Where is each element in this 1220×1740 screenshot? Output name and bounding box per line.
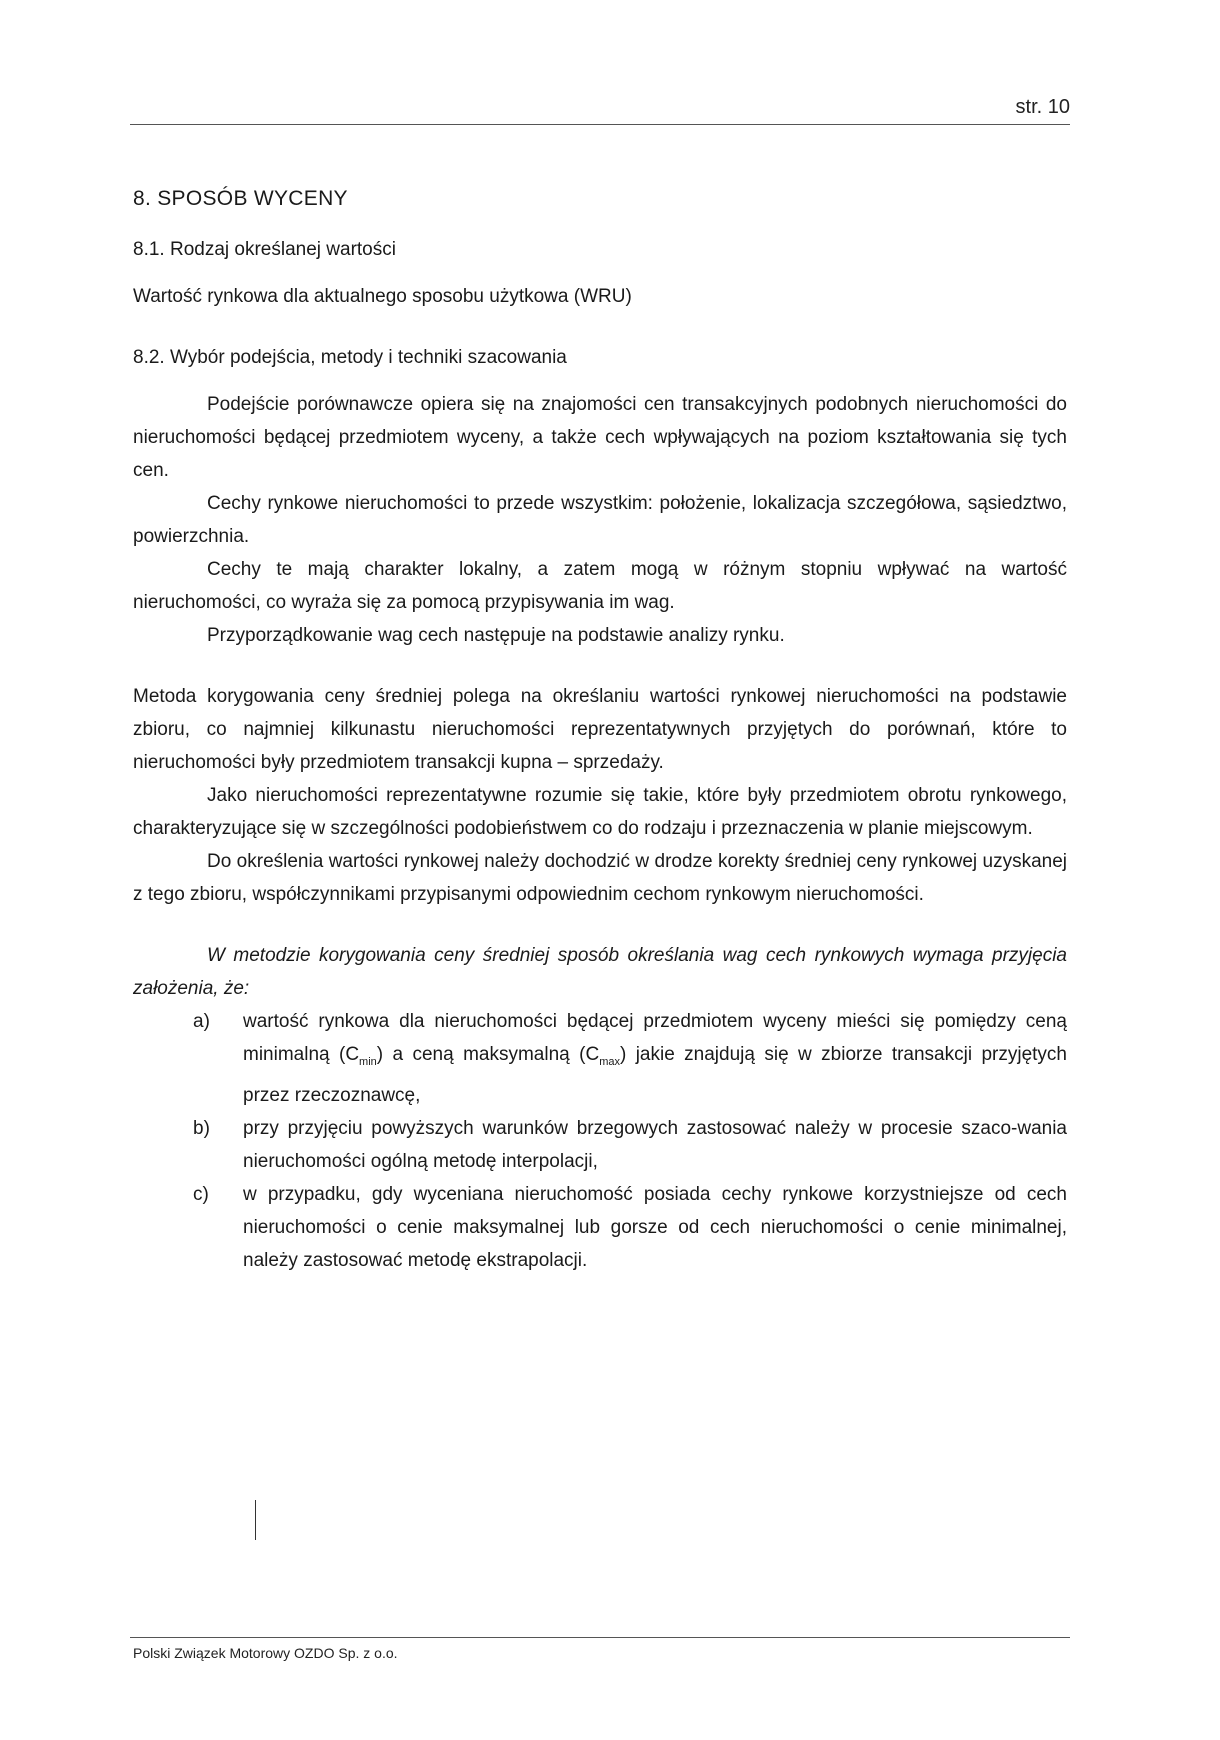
list-item (133, 1112, 1067, 1178)
list-item (133, 1178, 1067, 1277)
page-number: str. 10 (1015, 96, 1070, 118)
footer-company: Polski Związek Motorowy OZDO Sp. z o.o. (133, 1645, 398, 1661)
page-content (133, 182, 1067, 1277)
paragraph-correction: Do określenia wartości rynkowej należy dochodzić w drodze korekty średniej ceny rynkowej uzyskanej z tego zbioru, współczynnikami przypisanymi odpowiednim cechom rynkowym nieruchomości. (133, 851, 1067, 905)
spacer (133, 911, 1067, 939)
list-item-text: przy przyjęciu powyższych warunków brzegowych zastosować należy w procesie szaco-wania nieruchomości ogólną metodę interpolacji, (243, 1117, 1067, 1172)
list-item-text: w przypadku, gdy wyceniana nieruchomość posiada cechy rynkowe korzystniejsze od cech nieruchomości o cenie maksymalnej lub gorsze od cech nieruchomości o cenie minimalnej, należy zastosować metodę ekstrapolacji. (243, 1183, 1067, 1271)
subsection-title-2: 8.2. Wybór podejścia, metody i techniki szacowania (133, 347, 567, 368)
list-marker: a) (193, 1011, 210, 1032)
paragraph-weights: Przyporządkowanie wag cech następuje na podstawie analizy rynku. (207, 625, 785, 646)
list-item-text: wartość rynkowa dla nieruchomości będącej przedmiotem wyceny mieści się pomiędzy ceną minimalną $(C_{min})$ a ceną maksymalną $(C_{max})$ jakie znajdują się w zbiorze transakcji przyjętych przez rzeczoznawcę, (243, 1011, 1068, 1106)
spacer (133, 652, 1067, 680)
header-rule (130, 124, 1070, 125)
paragraph-local-character: Cechy te mają charakter lokalny, a zatem mogą w różnym stopniu wpływać na wartość nieruchomości, co wyraża się za pomocą przypisywania im wag. (133, 559, 1067, 613)
paragraph-assumption: W metodzie korygowania ceny średniej sposób określania wag cech rynkowych wymaga przyjęcia założenia, że: (133, 945, 1067, 999)
assumption-list (133, 1005, 1067, 1277)
paragraph-method: Metoda korygowania ceny średniej polega na określaniu wartości rynkowej nieruchomości na podstawie zbioru, co najmniej kilkunastu nieruchomości reprezentatywnych przyjętych do porównań, które to nieruchomości były przedmiotem transakcji kupna – sprzedaży. (133, 686, 1067, 773)
list-marker: c) (193, 1183, 209, 1205)
list-marker: b) (193, 1117, 210, 1139)
scan-mark (255, 1500, 256, 1540)
paragraph-market-features: Cechy rynkowe nieruchomości to przede wszystkim: położenie, lokalizacja szczegółowa, sąsiedztwo, powierzchnia. (133, 493, 1067, 547)
footer-rule (130, 1637, 1070, 1638)
list-item (133, 1005, 1067, 1112)
subsection-title-1: 8.1. Rodzaj określanej wartości (133, 239, 396, 260)
value-type-text: Wartość rynkowa dla aktualnego sposobu użytkowa (WRU) (133, 286, 632, 307)
paragraph-approach: Podejście porównawcze opiera się na znajomości cen transakcyjnych podobnych nieruchomości do nieruchomości będącej przedmiotem wyceny, a także cech wpływających na poziom kształtowania się tych cen. (133, 394, 1067, 481)
spacer (133, 313, 1067, 341)
section-title: 8. SPOSÓB WYCENY (133, 187, 348, 210)
paragraph-representative: Jako nieruchomości reprezentatywne rozumie się takie, które były przedmiotem obrotu rynkowego, charakteryzujące się w szczególności podobieństwem co do rodzaju i przeznaczenia w planie miejscowym. (133, 785, 1067, 839)
